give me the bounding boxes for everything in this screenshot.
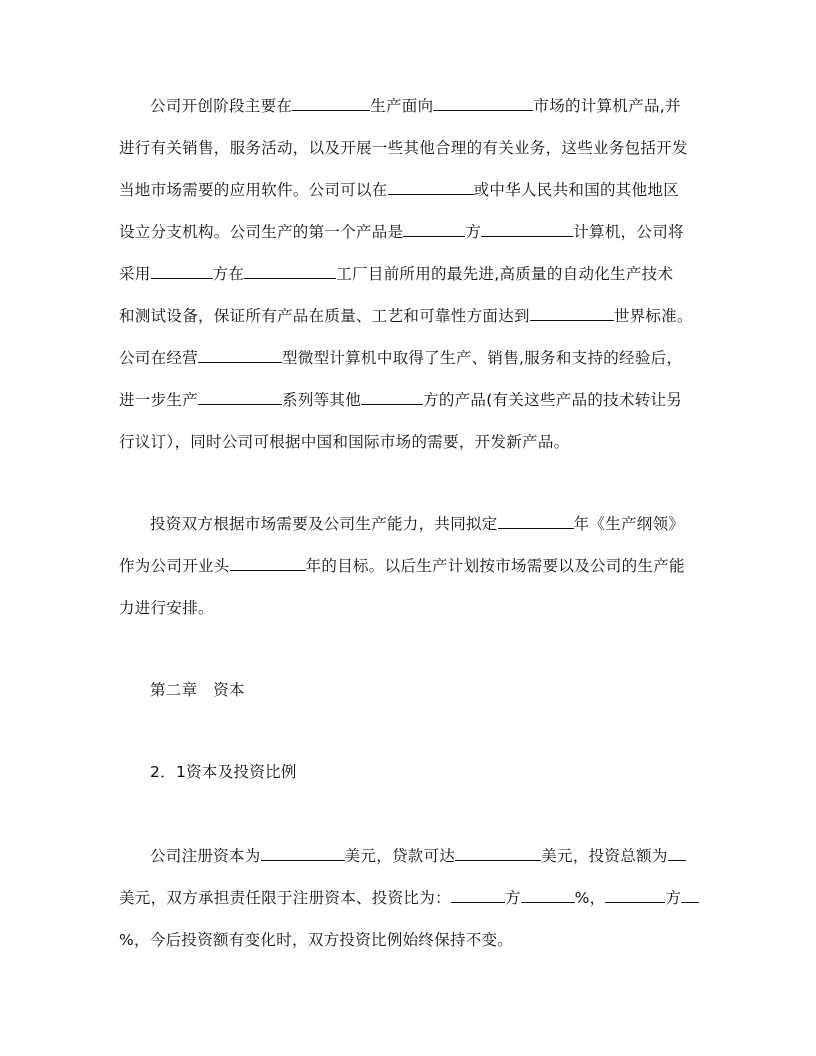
fill-blank[interactable] [388, 180, 474, 195]
text-run: 世界标准。 [613, 307, 693, 325]
text-run: 当地市场需要的应用软件。公司可以在 [119, 181, 388, 199]
paragraph1-line-4 [119, 222, 684, 242]
text-run: 美元，贷款可达 [344, 847, 456, 865]
paragraph3-line-1 [150, 846, 686, 866]
text-run: 公司在经营 [119, 349, 199, 367]
text-run: 年的目标。以后生产计划按市场需要以及公司的生产能 [305, 557, 685, 575]
text-run: %， [574, 889, 606, 907]
paragraph1-line-7 [119, 348, 682, 368]
text-run: 市场的计算机产品,并 [533, 97, 681, 115]
text-run: 型微型计算机中取得了生产、销售,服务和支持的经验后， [282, 349, 683, 367]
text-run: %，今后投资额有变化时，双方投资比例始终保持不变。 [119, 931, 514, 949]
fill-blank[interactable] [455, 846, 541, 861]
text-run: 投资双方根据市场需要及公司生产能力，共同拟定 [150, 515, 498, 533]
text-run: 方 [504, 889, 521, 907]
text-run: 方 [465, 223, 482, 241]
text-run: 进行有关销售，服务活动，以及开展一些其他合理的有关业务，这些业务包括开发 [119, 139, 688, 157]
text-run: 年《生产纲领》 [573, 515, 685, 533]
chapter-heading: 第二章 资本 [150, 681, 245, 699]
paragraph3-line-3 [119, 930, 513, 950]
paragraph3-line-2 [119, 888, 699, 908]
text-run: 方 [665, 889, 682, 907]
fill-blank[interactable] [498, 514, 574, 529]
text-run: 力进行安排。 [119, 599, 214, 617]
paragraph2-line-1 [150, 514, 684, 534]
paragraph2-line-2 [119, 556, 685, 576]
fill-blank[interactable] [198, 390, 282, 405]
text-run: 作为公司开业头 [119, 557, 230, 575]
section-heading: 2．1资本及投资比例 [150, 763, 297, 781]
text-run: 公司开创阶段主要在 [150, 97, 293, 115]
fill-blank[interactable] [481, 222, 573, 237]
fill-blank[interactable] [361, 390, 423, 405]
text-run: 进一步生产 [119, 391, 199, 409]
text-run: 设立分支机构。公司生产的第一个产品是 [119, 223, 404, 241]
text-run: 计算机，公司将 [573, 223, 684, 241]
fill-blank[interactable] [244, 264, 336, 279]
fill-blank[interactable] [681, 888, 699, 903]
paragraph1-line-5 [119, 264, 673, 284]
fill-blank[interactable] [668, 846, 686, 861]
text-run: 采用 [119, 265, 151, 283]
fill-blank[interactable] [605, 888, 665, 903]
fill-blank[interactable] [403, 222, 465, 237]
text-run: 行议订），同时公司可根据中国和国际市场的需要，开发新产品。 [119, 433, 570, 451]
text-run: 生产面向 [370, 97, 434, 115]
fill-blank[interactable] [451, 888, 505, 903]
paragraph1-line-3 [119, 180, 679, 200]
paragraph2-line-3 [119, 598, 214, 618]
fill-blank[interactable] [433, 96, 533, 111]
fill-blank[interactable] [261, 846, 345, 861]
paragraph1-line-6 [119, 306, 693, 326]
fill-blank[interactable] [151, 264, 213, 279]
text-run: 系列等其他 [282, 391, 362, 409]
text-run: 公司注册资本为 [150, 847, 261, 865]
text-run: 方的产品(有关这些产品的技术转让另 [423, 391, 683, 409]
fill-blank[interactable] [292, 96, 370, 111]
text-run: 方在 [212, 265, 245, 283]
text-run: 美元，投资总额为 [541, 847, 668, 865]
fill-blank[interactable] [530, 306, 614, 321]
paragraph1-line-8 [119, 390, 682, 410]
fill-blank[interactable] [521, 888, 575, 903]
fill-blank[interactable] [198, 348, 282, 363]
text-run: 工厂目前所用的最先进,高质量的自动化生产技术 [336, 265, 674, 283]
paragraph1-line-1 [150, 96, 681, 116]
text-run: 美元，双方承担责任限于注册资本、投资比为： [119, 889, 451, 907]
text-run: 和测试设备，保证所有产品在质量、工艺和可靠性方面达到 [119, 307, 530, 325]
fill-blank[interactable] [230, 556, 306, 571]
text-run: 或中华人民共和国的其他地区 [473, 181, 680, 199]
paragraph1-line-9 [119, 432, 569, 452]
paragraph1-line-2 [119, 138, 688, 158]
